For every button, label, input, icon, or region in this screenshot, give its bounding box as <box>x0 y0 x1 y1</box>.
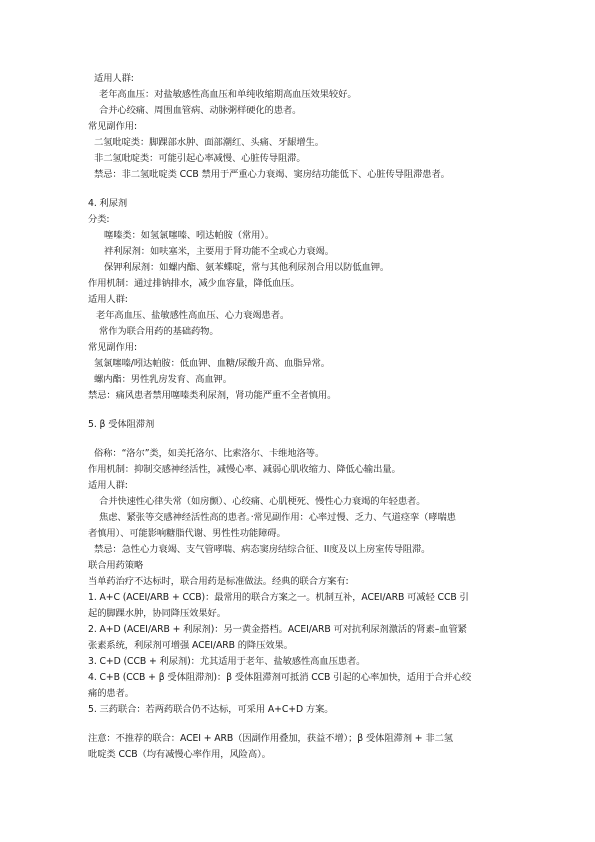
diuretic-side-effect-2: 螺内酯：男性乳房发育、高血钾。 <box>94 374 232 385</box>
diuretic-side-effects-heading: 常见副作用: <box>88 342 138 353</box>
diuretic-class-1: 噻嗪类：如氢氯噻嗪、吲达帕胺（常用）。 <box>104 230 275 241</box>
ccb-side-effect-1: 二氢吡啶类：脚踝部水肿、面部潮红、头痛、牙龈增生。 <box>94 137 324 148</box>
combination-item-1-line-2: 起的脚踝水肿，协同降压效果好。 <box>88 608 226 619</box>
combination-item-1-line-1: 1. A+C (ACEI/ARB + CCB)：最常用的联合方案之一。机制互补，ACEI/ARB 可减轻 CCB 引 <box>88 592 469 603</box>
ccb-contraindication: 禁忌：非二氢吡啶类 CCB 禁用于严重心力衰竭、窦房结功能低下、心脏传导阻滞患者。 <box>94 169 450 180</box>
beta-blocker-mechanism: 作用机制：抑制交感神经活性，减慢心率、减弱心肌收缩力、降低心输出量。 <box>88 464 401 475</box>
diuretic-population-item-1: 老年高血压、盐敏感性高血压、心力衰竭患者。 <box>96 310 290 321</box>
combination-section-title: 联合用药策略 <box>88 560 144 571</box>
diuretic-section-title: 4. 利尿剂 <box>88 198 128 209</box>
beta-blocker-section-title: 5. β 受体阻滞剂 <box>88 419 155 430</box>
combination-item-2-line-1: 2. A+D (ACEI/ARB + 利尿剂)：另一黄金搭档。ACEI/ARB 可对抗利尿剂激活的肾素–血管紧 <box>88 624 467 635</box>
beta-blocker-population-item-2b: 者慎用）、可能影响糖脂代谢、男性性功能障碍。 <box>88 528 286 539</box>
combination-item-4-line-2: 痛的患者。 <box>88 688 134 699</box>
ccb-side-effect-2: 非二氢吡啶类：可能引起心率减慢、心脏传导阻滞。 <box>94 153 306 164</box>
diuretic-contraindication: 禁忌：痛风患者禁用噻嗪类利尿剂，肾功能严重不全者慎用。 <box>88 390 337 401</box>
combination-item-3: 3. C+D (CCB + 利尿剂)：尤其适用于老年、盐敏感性高血压患者。 <box>88 656 366 667</box>
ccb-population-item-2: 合并心绞痛、周围血管病、动脉粥样硬化的患者。 <box>99 105 302 116</box>
combination-item-5: 5. 三药联合：若两药联合仍不达标，可采用 A+C+D 方案。 <box>88 704 334 715</box>
combination-item-2-line-2: 张素系统，利尿剂可增强 ACEI/ARB 的降压效果。 <box>88 640 293 651</box>
combination-note-line-2: 吡啶类 CCB（均有减慢心率作用，风险高）。 <box>88 749 271 760</box>
diuretic-population-item-2: 常作为联合用药的基础药物。 <box>99 326 219 337</box>
beta-blocker-population-item-2a: 焦虑、紧张等交感神经活性高的患者。·常见副作用：心率过慢、乏力、气道痉挛（哮喘患 <box>99 512 456 523</box>
combination-note-line-1: 注意：不推荐的联合：ACEI + ARB（因副作用叠加，获益不增）；β 受体阻滞剂 + 非二氢 <box>88 733 453 744</box>
ccb-side-effects-heading: 常见副作用: <box>88 121 138 132</box>
ccb-population-heading: 适用人群: <box>94 73 134 84</box>
diuretic-class-2: 袢利尿剂：如呋塞米，主要用于肾功能不全或心力衰竭。 <box>104 246 334 257</box>
beta-blocker-common-name: 俗称：“洛尔”类，如美托洛尔、比索洛尔、卡维地洛等。 <box>94 448 325 459</box>
diuretic-class-3: 保钾利尿剂：如螺内酯、氨苯蝶啶，常与其他利尿剂合用以防低血钾。 <box>104 262 390 273</box>
diuretic-population-heading: 适用人群: <box>88 294 128 305</box>
beta-blocker-population-heading: 适用人群: <box>88 480 128 491</box>
diuretic-mechanism: 作用机制：通过排钠排水，减少血容量，降低血压。 <box>88 278 300 289</box>
diuretic-class-heading: 分类: <box>88 214 110 225</box>
combination-item-4-line-1: 4. C+B (CCB + β 受体阻滞剂)：β 受体阻滞剂可抵消 CCB 引起的心率加快，适用于合并心绞 <box>88 672 472 683</box>
beta-blocker-population-item-1: 合并快速性心律失常（如房颤）、心绞痛、心肌梗死、慢性心力衰竭的年轻患者。 <box>99 496 426 507</box>
beta-blocker-contraindication: 禁忌：急性心力衰竭、支气管哮喘、病态窦房结综合征、II度及以上房室传导阻滞。 <box>94 544 431 555</box>
ccb-population-item-1: 老年高血压：对盐敏感性高血压和单纯收缩期高血压效果较好。 <box>99 89 357 100</box>
combination-intro: 当单药治疗不达标时，联合用药是标准做法。经典的联合方案有: <box>88 576 349 587</box>
diuretic-side-effect-1: 氢氯噻嗪/吲达帕胺：低血钾、血糖/尿酸升高、血脂异常。 <box>94 358 330 369</box>
